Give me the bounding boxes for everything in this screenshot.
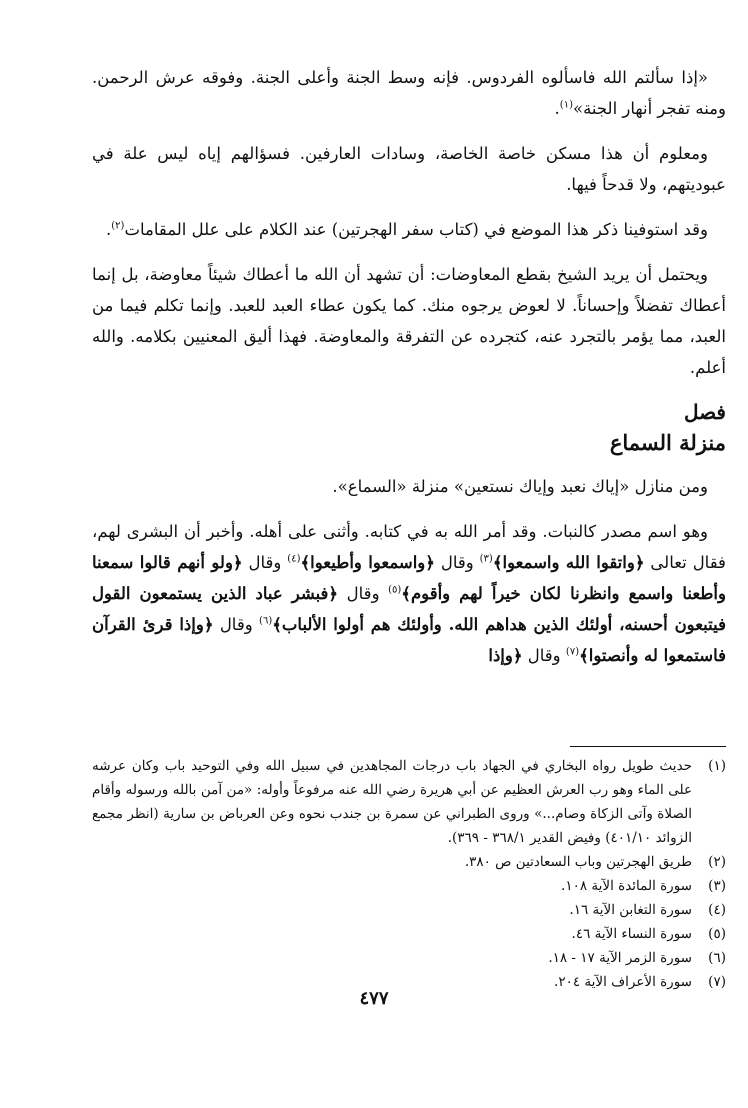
paragraph (92, 471, 726, 502)
page-number: ٤٧٧ (359, 988, 389, 1009)
footnote-item (92, 898, 726, 922)
footnote-reference: (١) (559, 99, 573, 111)
heading-fasl: فصل (683, 400, 726, 424)
footnote-reference: (٢) (111, 220, 125, 232)
footnote-item (92, 850, 726, 874)
footnote-item (92, 754, 726, 850)
paragraph-text: وهو اسم مصدر كالنبات. وقد أمر الله به في كتابه. وأثنى على أهله. وأخبر أن البشرى لهم، فقال تعالى (92, 522, 726, 572)
footnote-text: سورة الزمر الآية ١٧ - ١٨. (548, 950, 692, 966)
paragraphs-after-heading (92, 471, 726, 671)
section-heading (92, 397, 726, 459)
paragraphs-before-heading (92, 62, 726, 383)
quran-verse: ﴿وإذا (488, 646, 523, 665)
paragraph (92, 138, 726, 200)
footnote-number: (١) (708, 758, 726, 774)
footnote-item (92, 922, 726, 946)
quran-verse: ﴿واسمعوا وأطيعوا﴾ (300, 553, 435, 572)
footnotes (92, 754, 726, 994)
paragraph-text: وقال (242, 553, 288, 572)
paragraph-text: «إذا سألتم الله فاسألوه الفردوس. فإنه وسط الجنة وأعلى الجنة. وفوقه عرش الرحمن. ومنه تفجر أنهار الجنة» (92, 68, 726, 118)
footnote-text: سورة النساء الآية ٤٦. (571, 926, 692, 942)
footnote-item (92, 874, 726, 898)
footnote-number: (٢) (708, 854, 726, 870)
paragraph-text: . (106, 220, 112, 239)
footnote-number: (٧) (708, 974, 726, 990)
footnote-item (92, 946, 726, 970)
footnote-reference: (٤) (287, 553, 301, 565)
footnote-reference: (٧) (565, 646, 580, 658)
footnote-text: حديث طويل رواه البخاري في الجهاد باب درجات المجاهدين في سبيل الله وفي التوحيد باب وكان عرشه على الماء وهو رب العرش العظيم عن أبي هريرة رضي الله عنه مرفوعاً وأوله: «من آمن بالله ورسوله وأقام الصلاة وآتى الزكاة وصام...» وروى الطبراني عن سمرة بن جندب نحوه وعن العرباض بن سارية (انظر مجمع الزوائد ٤٠١/١٠) وفيض القدير ٣٦٨/١ - ٣٦٩). (92, 758, 692, 846)
footnote-text: سورة المائدة الآية ١٠٨. (561, 878, 692, 894)
footnote-text: طريق الهجرتين وباب السعادتين ص ٣٨٠. (464, 854, 692, 870)
paragraph-text: وقال (338, 584, 389, 603)
footnote-number: (٥) (708, 926, 726, 942)
paragraph (92, 62, 726, 124)
footnote-number: (٤) (708, 902, 726, 918)
paragraph-text: وقال (522, 646, 566, 665)
paragraph (92, 516, 726, 671)
paragraph-text: ومن منازل «إياك نعبد وإياك نستعين» منزلة «السماع». (332, 477, 708, 496)
footnote-text: سورة الأعراف الآية ٢٠٤. (554, 974, 692, 990)
heading-title: منزلة السماع (609, 430, 726, 455)
paragraph-text: ومعلوم أن هذا مسكن خاصة الخاصة، وسادات العارفين. فسؤالهم إياه ليس علة في عبوديتهم، ولا قدحاً فيها. (92, 144, 726, 194)
footnote-text: سورة التغابن الآية ١٦. (569, 902, 692, 918)
main-text (92, 62, 726, 671)
footnote-divider (570, 746, 726, 747)
paragraph (92, 214, 726, 245)
paragraph-text: وقال (434, 553, 480, 572)
paragraph-text: وقد استوفينا ذكر هذا الموضع في (كتاب سفر الهجرتين) عند الكلام على علل المقامات (124, 220, 708, 239)
paragraph (92, 259, 726, 383)
quran-verse: ﴿ولو أنهم قالوا سمعنا وأطعنا واسمع وانظرنا لكان خيراً لهم وأقوم﴾ (92, 553, 726, 603)
footnote-reference: (٦) (259, 615, 273, 627)
footnote-reference: (٣) (479, 553, 493, 565)
quran-verse: ﴿واتقوا الله واسمعوا﴾ (492, 553, 645, 572)
footnote-reference: (٥) (388, 584, 402, 596)
quran-verse: ﴿فبشر عباد الذين يستمعون القول فيتبعون أحسنه، أولئك الذين هداهم الله. وأولئك هم أولوا الألباب﴾ (92, 584, 726, 634)
footnote-number: (٣) (708, 878, 726, 894)
footnote-number: (٦) (708, 950, 726, 966)
paragraph-text: . (554, 99, 560, 118)
paragraph-text: ويحتمل أن يريد الشيخ بقطع المعاوضات: أن تشهد أن الله ما أعطاك شيئاً معاوضة، بل إنما أعطاك تفضلاً وإحساناً. لا لعوض يرجوه منك. كما يكون عطاء العبد للعبد. وإنما تكلم فيما من العبد، مما يؤمر بالتجرد عنه، كتجرده عن التفرقة والمعاوضة. فهذا أليق المعنيين بكلامه. والله أعلم. (92, 265, 726, 377)
quran-verse: ﴿وإذا قرئ القرآن فاستمعوا له وأنصتوا﴾ (92, 615, 726, 665)
paragraph-text: وقال (213, 615, 260, 634)
